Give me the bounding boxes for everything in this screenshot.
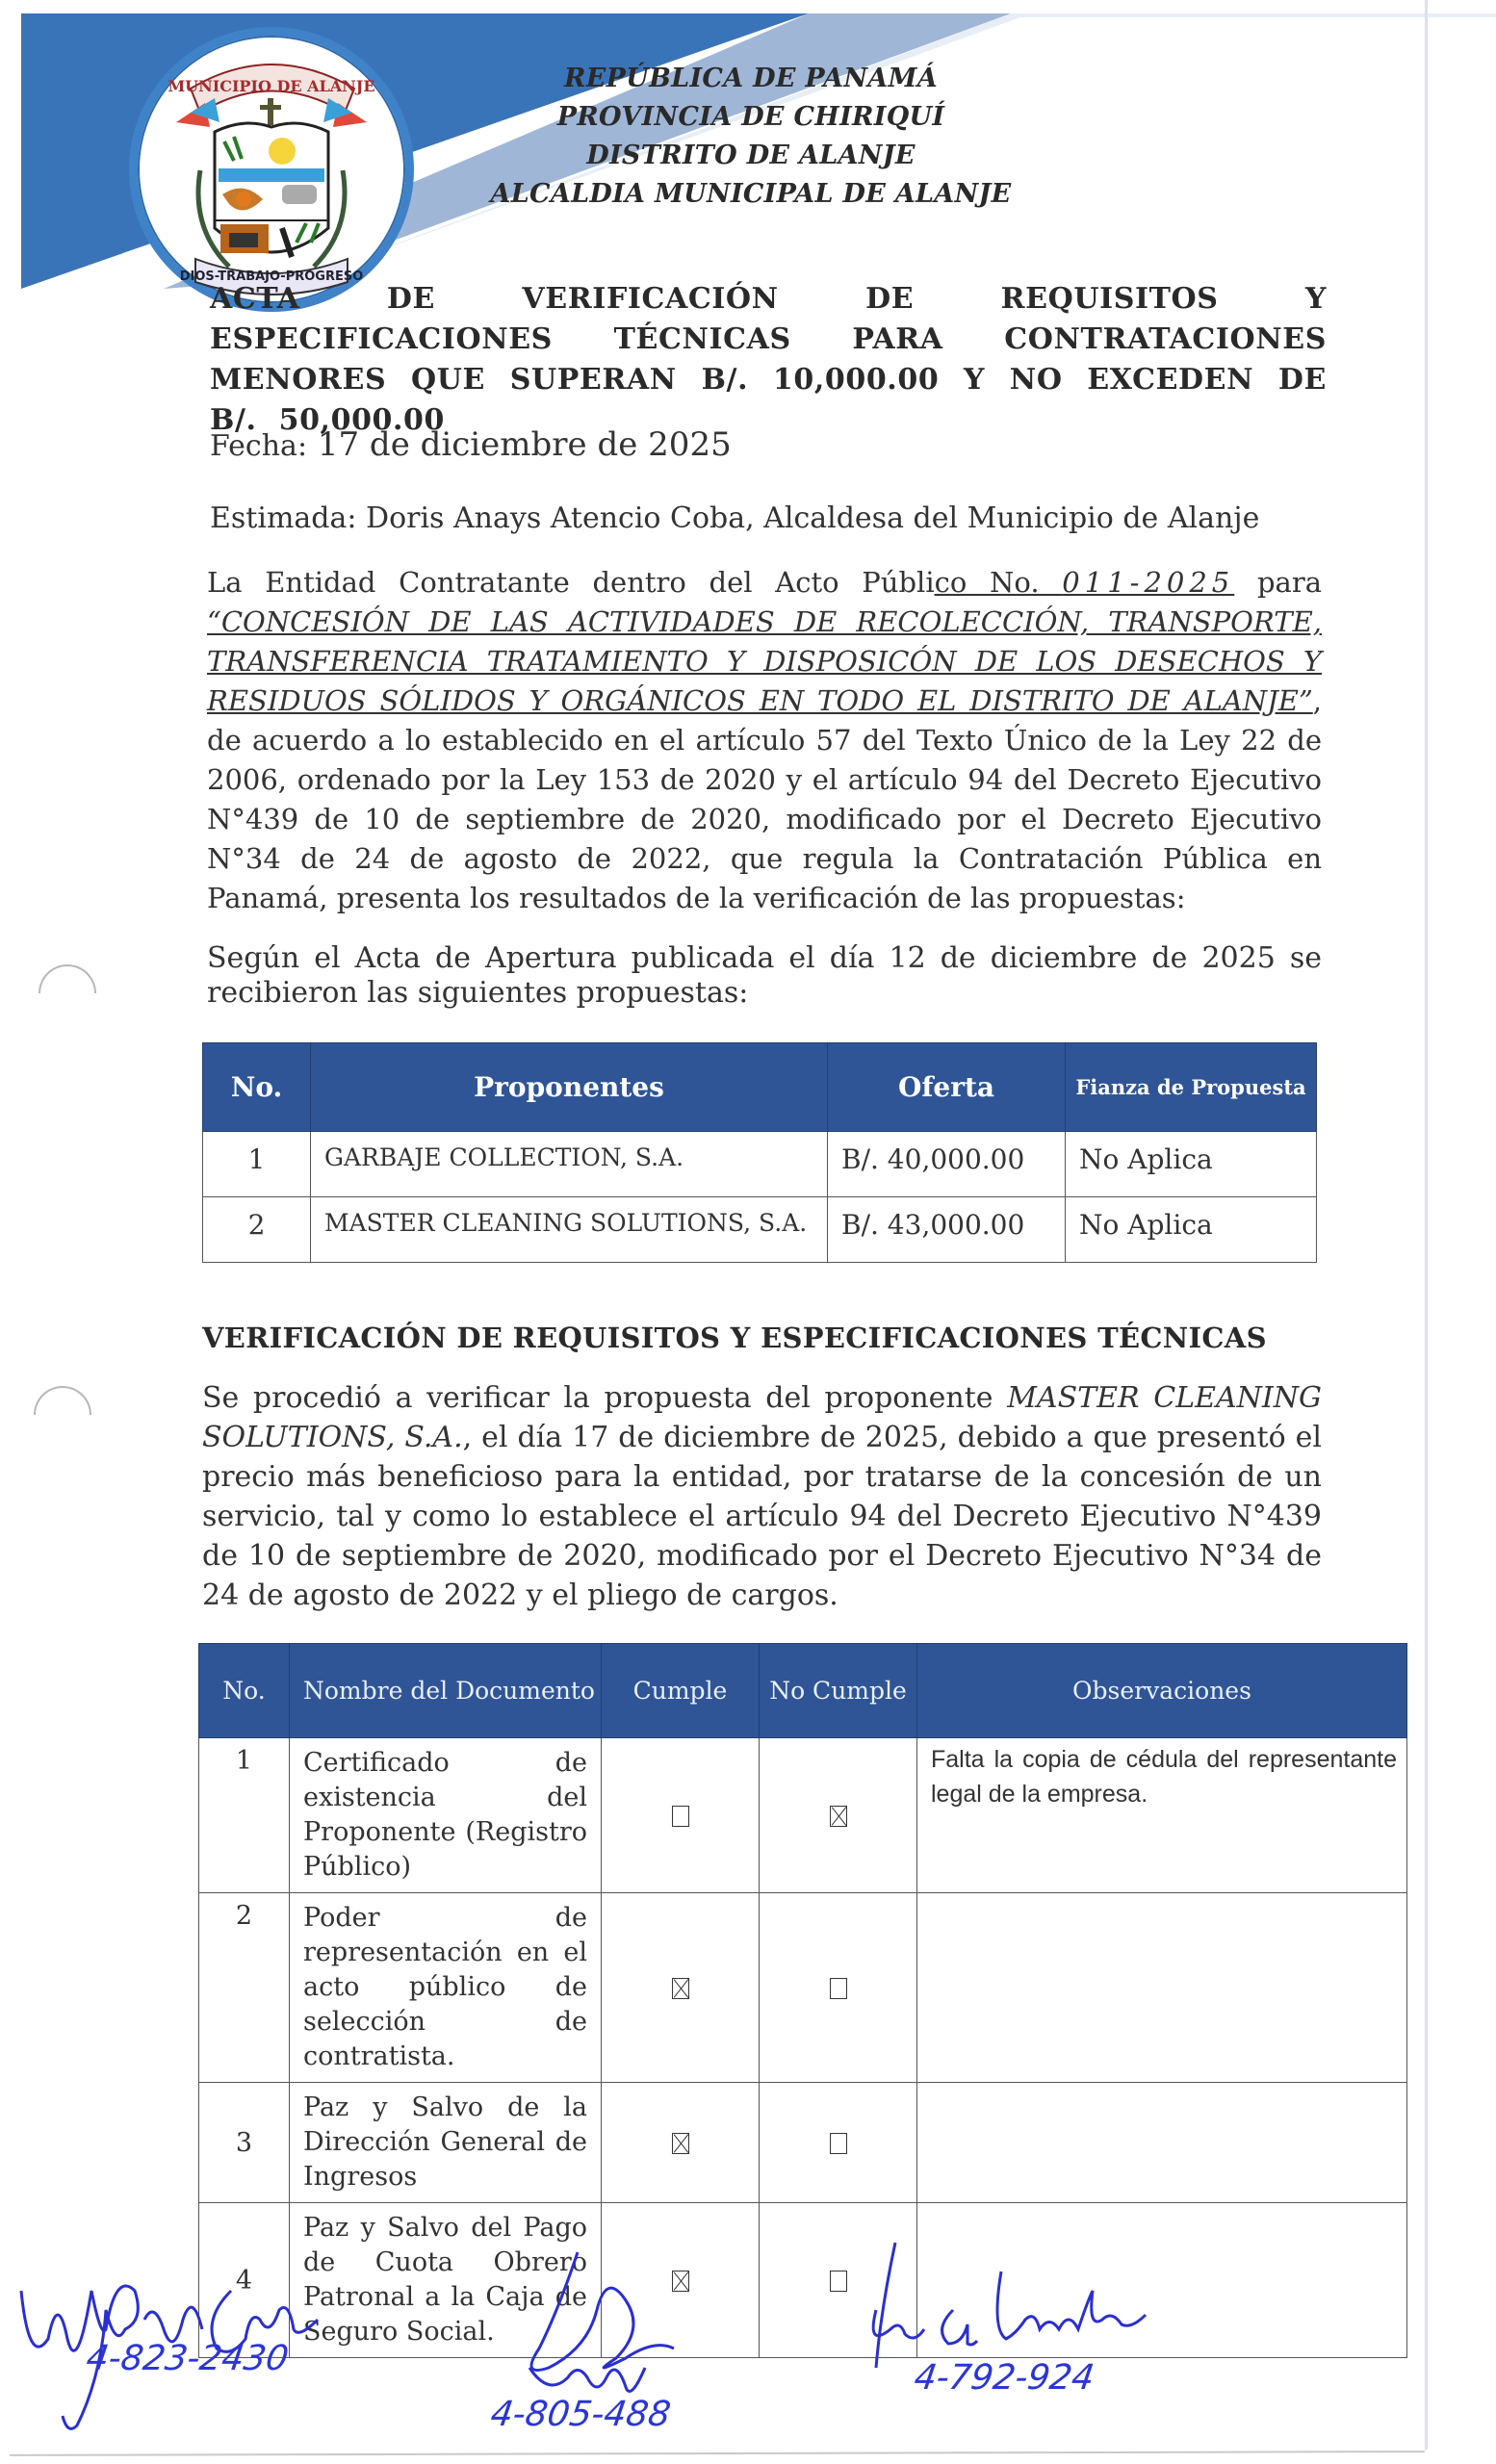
- letterhead-banner: [0, 0, 1496, 308]
- header-line-republic: REPÚBLICA DE PANAMÁ: [564, 64, 938, 93]
- col-no: No.: [199, 1644, 290, 1738]
- crest-banner-bottom: DIOS-TRABAJO-PROGRESO: [179, 270, 364, 284]
- col-no: No.: [203, 1043, 311, 1132]
- row-cumple: [602, 1738, 760, 1893]
- table-row: [199, 1738, 1407, 1893]
- row-no: 2: [203, 1197, 311, 1263]
- intro-paragraph: [207, 563, 1322, 918]
- col-documento: Nombre del Documento: [290, 1644, 602, 1738]
- verification-prefix: Se procedió a verificar la propuesta del proponente: [202, 1381, 1008, 1415]
- table-row: [203, 1132, 1317, 1197]
- empty-box-icon: [672, 1806, 689, 1827]
- table-row: [199, 2083, 1407, 2203]
- row-observaciones: [917, 1893, 1407, 2083]
- row-documento: Paz y Salvo del Pago de Cuota Obrero Patronal a la Caja de Seguro Social.: [290, 2203, 602, 2358]
- signature-1: [10, 2233, 356, 2445]
- col-observaciones: Observaciones: [917, 1644, 1407, 1738]
- section-title: VERIFICACIÓN DE REQUISITOS Y ESPECIFICACIONES TÉCNICAS: [202, 1322, 1267, 1354]
- row-fianza: No Aplica: [1066, 1197, 1317, 1263]
- table-row: [199, 2203, 1407, 2358]
- signature-id: 4-805-488: [488, 2395, 674, 2434]
- coat-of-arms-icon: [138, 36, 405, 303]
- checked-box-icon: [672, 2133, 689, 2154]
- row-documento: Poder de representación en el acto público de selección de contratista.: [290, 1893, 602, 2083]
- header-line-district: DISTRITO DE ALANJE: [586, 141, 916, 170]
- row-oferta: B/. 43,000.00: [828, 1197, 1066, 1263]
- row-no: 4: [199, 2203, 290, 2358]
- verification-paragraph: [202, 1378, 1322, 1615]
- col-fianza: Fianza de Propuesta: [1066, 1043, 1317, 1132]
- col-no-cumple: No Cumple: [760, 1644, 917, 1738]
- row-no: 2: [199, 1893, 290, 2083]
- acto-object: “CONCESIÓN DE LAS ACTIVIDADES DE RECOLECCIÓN, TRANSPORTE, TRANSFERENCIA TRATAMIENTO Y DISPOSICÓN DE LOS DESECHOS Y RESIDUOS SÓLIDOS Y ORGÁNICOS EN TODO EL DISTRITO DE ALANJE”: [207, 605, 1322, 717]
- document-title: ACTA DE VERIFICACIÓN DE REQUISITOS Y ESPECIFICACIONES TÉCNICAS PARA CONTRATACIONES MENORES QUE SUPERAN B/. 10,000.00 Y NO EXCEDEN DE B/. 50,000.00: [210, 282, 1327, 437]
- col-proponentes: Proponentes: [311, 1043, 828, 1132]
- addressee: Estimada: Doris Anays Atencio Coba, Alcaldesa del Municipio de Alanje: [210, 501, 1260, 535]
- intro-prefix: La Entidad Contratante dentro del Acto Públi: [207, 566, 935, 599]
- proposals-header-row: [203, 1043, 1317, 1132]
- crest-banner-top: MUNICIPIO DE ALANJE: [168, 77, 375, 95]
- table-row: [203, 1197, 1317, 1263]
- signature-id: 4-792-924: [912, 2358, 1097, 2398]
- date-value: 17 de diciembre de 2025: [317, 425, 732, 464]
- row-cumple: [602, 1893, 760, 2083]
- row-oferta: B/. 40,000.00: [828, 1132, 1066, 1197]
- row-fianza: No Aplica: [1066, 1132, 1317, 1197]
- row-documento: Certificado de existencia del Proponente (Registro Público): [290, 1738, 602, 1893]
- row-no: 1: [203, 1132, 311, 1197]
- acto-number: 011-2025: [1062, 566, 1235, 599]
- verified-proponent: MASTER CLEANING SOLUTIONS, S.A.: [202, 1381, 1322, 1454]
- acto-label: co No.: [934, 566, 1063, 599]
- proposals-table: [202, 1042, 1317, 1263]
- checked-box-icon: [830, 1806, 847, 1827]
- row-cumple: [602, 2083, 760, 2203]
- checked-box-icon: [672, 1978, 689, 1999]
- page-edge-bottom: [10, 2451, 1425, 2456]
- row-no: 1: [199, 1738, 290, 1893]
- intro-para: para: [1234, 566, 1322, 599]
- punch-hole: [39, 964, 96, 993]
- requirements-table: [198, 1643, 1407, 2358]
- page-edge: [1425, 0, 1428, 2450]
- row-documento: Paz y Salvo de la Dirección General de Ingresos: [290, 2083, 602, 2203]
- requirements-header-row: [199, 1644, 1407, 1738]
- row-no-cumple: [760, 2083, 917, 2203]
- header-line-alcaldia: ALCALDIA MUNICIPAL DE ALANJE: [490, 179, 1012, 209]
- row-no-cumple: [760, 1738, 917, 1893]
- row-observaciones: [917, 2083, 1407, 2203]
- municipal-crest: [129, 27, 414, 312]
- signature-scribble-icon: [847, 2233, 1194, 2445]
- header-line-province: PROVINCIA DE CHIRIQUÍ: [556, 102, 945, 132]
- row-no: 3: [199, 2083, 290, 2203]
- signature-id: 4-823-2430: [84, 2339, 292, 2378]
- table-row: [199, 1893, 1407, 2083]
- empty-box-icon: [830, 2133, 847, 2154]
- row-observaciones: Falta la copia de cédula del representante legal de la empresa.: [917, 1738, 1407, 1893]
- row-no-cumple: [760, 1893, 917, 2083]
- letterhead-text: [443, 60, 1059, 214]
- signature-3: [847, 2233, 1194, 2445]
- row-proponente: GARBAJE COLLECTION, S.A.: [311, 1132, 828, 1197]
- signature-2: [462, 2233, 712, 2454]
- col-cumple: Cumple: [602, 1644, 760, 1738]
- col-oferta: Oferta: [828, 1043, 1066, 1132]
- empty-box-icon: [830, 2271, 847, 2292]
- date-line: [210, 425, 732, 466]
- apertura-paragraph: Según el Acta de Apertura publicada el día 12 de diciembre de 2025 se recibieron las siguientes propuestas:: [207, 941, 1322, 1010]
- verification-rest: , el día 17 de diciembre de 2025, debido a que presentó el precio más beneficioso para la entidad, por tratarse de la concesión de un servicio, tal y como lo establece el artículo 94 del Decreto Ejecutivo N°439 de 10 de septiembre de 2020, modificado por el Decreto Ejecutivo N°34 de 24 de agosto de 2022 y el pliego de cargos.: [202, 1421, 1322, 1612]
- punch-hole: [34, 1386, 91, 1415]
- empty-box-icon: [830, 1978, 847, 1999]
- date-label: Fecha:: [210, 429, 308, 463]
- row-proponente: MASTER CLEANING SOLUTIONS, S.A.: [311, 1197, 828, 1263]
- intro-rest: , de acuerdo a lo establecido en el artículo 57 del Texto Único de la Ley 22 de 2006, ordenado por la Ley 153 de 2020 y el artículo 94 del Decreto Ejecutivo N°439 de 10 de septiembre de 2020, modificado por el Decreto Ejecutivo N°34 de 24 de agosto de 2022, que regula la Contratación Pública en Panamá, presenta los resultados de la verificación de las propuestas:: [207, 684, 1322, 914]
